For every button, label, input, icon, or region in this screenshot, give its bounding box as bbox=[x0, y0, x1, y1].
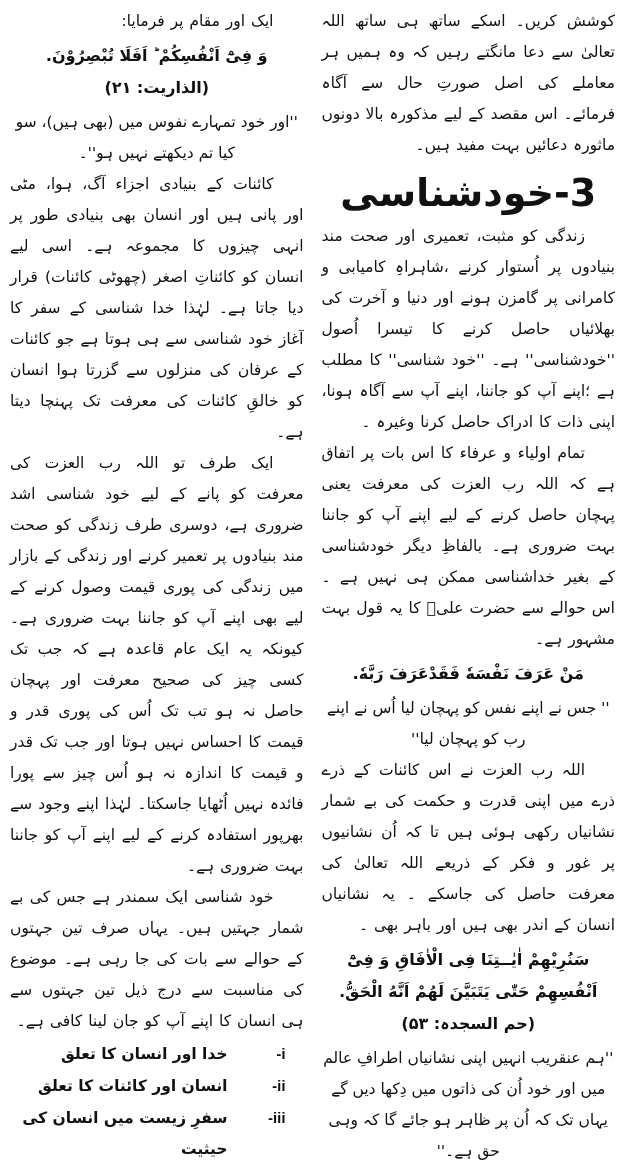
quran-verse-ha-mim-sajdah: سَنُرِيْهِمْ اٰيٰــتِنَا فِی الْاٰفَاقِ وَ فِیْٓ اَنْفُسِهِمْ حَتّٰی يَتَبَيَّنَ لَهُمْ اَنَّهُ الْحَقُّ. (حم السجدہ: ۵۳) bbox=[339, 950, 598, 1033]
column-left bbox=[10, 6, 304, 1158]
arabic-saying-hazrat-ali: مَنْ عَرَفَ نَفْسَهٗ فَقَدْعَرَفَ رَبَّهٗ. bbox=[352, 664, 584, 683]
list-item bbox=[10, 1039, 304, 1070]
para-signs-of-creation: اللہ رب العزت نے اس کائنات کے ذرے ذرے میں اپنی قدرت و حکمت کی بے شمار نشانیاں رکھی ہوئی ہیں تا کہ اُن نشانیوں پر غور و فکر کے ذریعے اللہ تعالیٰ کی معرفت حاصل کی جاسکے ۔ یہ نشانیاں انسان کے اندر بھی ہیں اور باہر بھی ۔ bbox=[321, 761, 615, 934]
translation-verse-zariyat: ''اور خود تمہارے نفوس میں (بھی ہیں)، سو کیا تم دیکھتے نہیں ہو''۔ bbox=[15, 113, 298, 162]
para-value-of-self-knowledge: ایک طرف تو اللہ رب العزت کی معرفت کو پانے کے لیے خود شناسی اشد ضروری ہے، دوسری طرف زندگی کو صحت مند بنیادوں پر تعمیر کرنے اور زندگی کے بازار میں زندگی کی پوری قیمت وصول کرنے کے لیے بھی اپنے آپ کو جاننا بہت ضروری ہے۔ کیونکہ یہ ایک عام قاعدہ ہے کہ جب تک کسی چیز کی صحیح معرفت اور پہچان حاصل نہ ہو تب تک اُس کی پوری قدر و قیمت کا احساس نہیں ہوتا اور جب تک قدر و قیمت کا اندازہ نہ ہو اُس چیز سے پورا فائدہ نہیں اُٹھایا جاسکتا۔ لہٰذا اپنے وجود سے بھرپور استفادہ کرنے کے لیے اپنے آپ کو جاننا بہت ضروری ہے۔ bbox=[10, 454, 304, 875]
column-right bbox=[321, 6, 616, 1160]
para-auliya-agreement: تمام اولیاء و عرفاء کا اس بات پر اتفاق ہے کہ اللہ رب العزت کی معرفت یعنی پہچان حاصل کرنے کے لیے اپنے آپ کو جاننا بہت ضروری ہے۔ بالفاظِ دیگر خودشناسی کے بغیر خداشناسی ممکن ہی نہیں ہے ۔ اس حوالے سے حضرت علیؓ کا یہ قول بہت مشہور ہے۔ bbox=[321, 444, 615, 648]
list-text-human-universe: انسان اور کائنات کا تعلق bbox=[38, 1077, 228, 1095]
list-marker-ii: -ii bbox=[272, 1078, 286, 1095]
para-third-principle: زندگی کو مثبت، تعمیری اور صحت مند بنیادوں پر اُستوار کرنے ،شاہراہِ کامیابی و کامرانی پر گامزن ہونے اور دنیا و آخرت کی بھلائیاں حاصل کرنے کا تیسرا اُصول ''خودشناسی'' ہے۔ ''خود شناسی'' کا مطلب ہے ؛اپنے آپ کو جاننا، اپنے آپ سے آگاہ ہونا، اپنی ذات کا ادراک حاصل کرنا وغیرہ ۔ bbox=[321, 227, 615, 431]
list-text-god-human: خدا اور انسان کا تعلق bbox=[60, 1045, 228, 1063]
para-dua-continuation: کوشش کریں۔ اسکے ساتھ ہی ساتھ اللہ تعالیٰ سے دعا مانگتے رہیں کہ وہ ہمیں ہر معاملے کی اصل صورتِ حال سے آگاہ فرمائے۔ اس مقصد کے لیے مذکورہ بالا دونوں ماثورہ دعائیں بہت مفید ہیں۔ bbox=[321, 12, 615, 154]
translation-verse-sajdah: ''ہم عنقریب انہیں اپنی نشانیاں اطرافِ عالم میں اور خود اُن کی ذاتوں میں دِکھا دیں گے یہاں تک کہ اُن پر ظاہر ہو جائے گا کہ وہی حق ہے۔'' bbox=[323, 1049, 614, 1160]
list-text-journey-of-life: سفرِ زیست میں انسان کی حیثیت bbox=[22, 1109, 228, 1158]
dimensions-list bbox=[10, 1039, 304, 1165]
quran-verse-zariyat: وَ فِیْٓ اَنْفُسِكُمْ ؕ اَفَلَا تُبْصِرُوْنَ. (الذاریت: ۲۱) bbox=[45, 46, 268, 97]
lead-line: ایک اور مقام پر فرمایا: bbox=[121, 12, 274, 30]
list-marker-i: -i bbox=[276, 1046, 286, 1063]
para-ocean-dimensions: خود شناسی ایک سمندر ہے جس کی بے شمار جہتیں ہیں۔ یہاں صرف تین جہتوں کے حوالے سے بات کی جا رہی ہے۔ موضوع کی مناسبت سے درج ذیل تین جہتوں سے ہی انسان کا اپنے آپ کو جان لینا کافی ہے۔ bbox=[10, 888, 304, 1030]
chapter-heading: 3-خودشناسی bbox=[340, 171, 597, 215]
list-item bbox=[10, 1103, 304, 1165]
list-item bbox=[10, 1071, 304, 1102]
para-elements-universe: کائنات کے بنیادی اجزاء آگ، ہوا، مٹی اور پانی ہیں اور انسان بھی بنیادی طور پر انہی چیزوں کا مجموعہ ہے۔ اسی لیے انسان کو کائناتِ اصغر (چھوٹی کائنات) قرار دیا جاتا ہے۔ لہٰذا خدا شناسی کے سفر کا آغاز خود شناسی سے ہی ہوتا ہے جو کائنات کے عرفان کی منزلوں سے گزرتا ہوا انسان کو خالقِ کائنات کی معرفت تک پہنچا دیتا ہے۔ bbox=[10, 175, 304, 441]
translation-saying: '' جس نے اپنے نفس کو پہچان لیا اُس نے اپنے رب کو پہچان لیا'' bbox=[326, 699, 610, 748]
list-marker-iii: -iii bbox=[268, 1110, 286, 1127]
